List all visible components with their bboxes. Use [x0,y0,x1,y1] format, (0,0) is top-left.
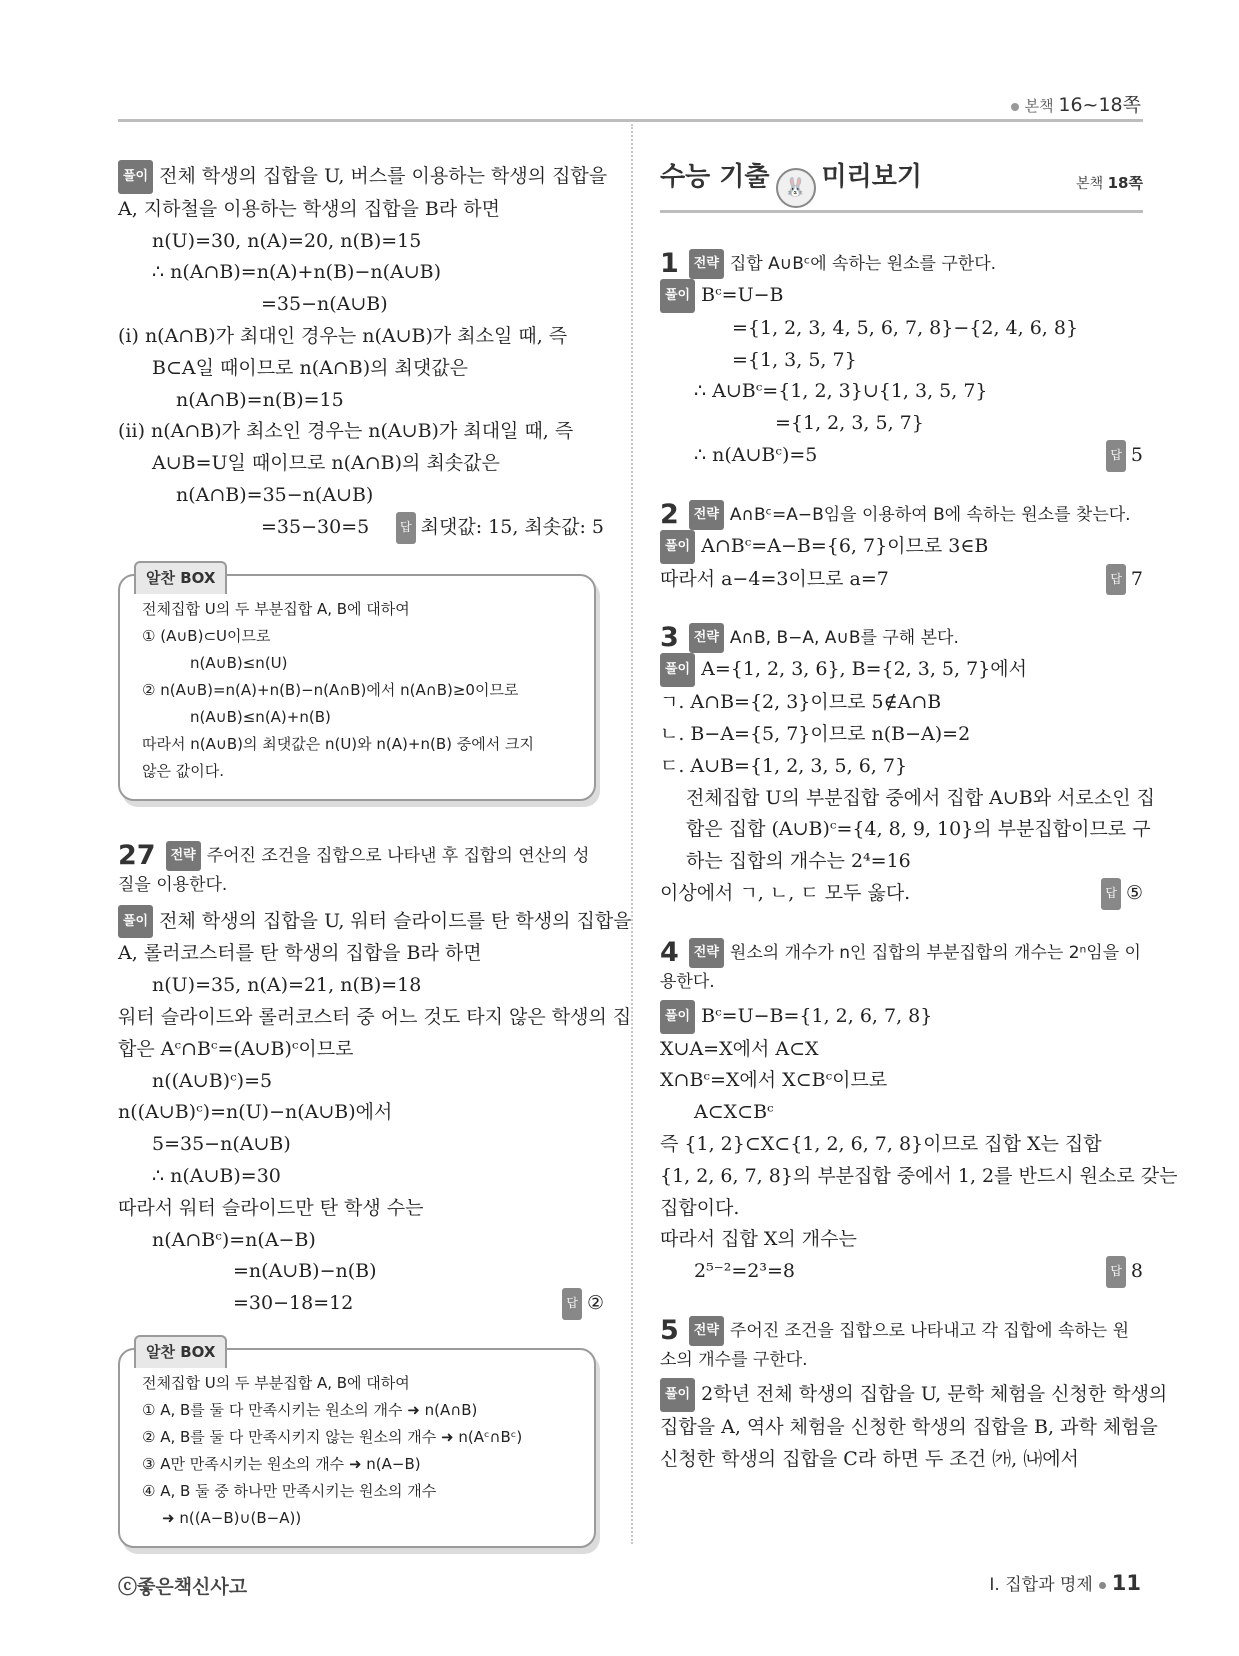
text-line: 이상에서 ㄱ, ㄴ, ㄷ 모두 옳다. 답 ⑤ [660,878,1143,910]
text-line: 합은 Aᶜ∩Bᶜ=(A∪B)ᶜ이므로 [118,1037,354,1060]
strategy-tag: 전략 [689,938,724,968]
text-line: ㄱ. A∩B={2, 3}이므로 5∉A∩B [660,691,942,714]
tip-line: 전체집합 U의 두 부분집합 A, B에 대하여 [142,1373,410,1392]
answer: 답 ② [562,1288,604,1320]
section-title-b: 미리보기 [821,162,922,192]
text-line: A, 지하철을 이용하는 학생의 집합을 B라 하면 [118,197,500,220]
tip-line: 전체집합 U의 두 부분집합 A, B에 대하여 [142,599,410,618]
text-line: 즉 {1, 2}⊂X⊂{1, 2, 6, 7, 8}이므로 집합 X는 집합 [660,1132,1102,1155]
section-title [660,156,1143,213]
answer-label: 답 [562,1288,582,1320]
math-line: 5=35−n(A∪B) [152,1133,291,1156]
text-line: 풀이 A={1, 2, 3, 6}, B={2, 3, 5, 7}에서 [660,653,1143,687]
bullet-icon [1011,103,1019,111]
math-line: X∩Bᶜ=X에서 X⊂Bᶜ이므로 [660,1069,888,1092]
tip-line: ➜ n((A−B)∪(B−A)) [162,1508,302,1527]
math-line: =30−18=12 답 ② [118,1288,604,1320]
tip-line: ② A, B를 둘 다 만족시키지 않는 원소의 개수 ➜ n(Aᶜ∩Bᶜ) [142,1427,523,1446]
text-line: (ⅰ) n(A∩B)가 최대인 경우는 n(A∪B)가 최소일 때, 즉 [118,324,568,347]
problem-3 [660,622,1155,909]
math-line: n((A∪B)ᶜ)=5 [152,1069,273,1092]
section-ref: 본책 18쪽 [1076,174,1143,192]
tip-line: n(A∪B)≤n(A)+n(B) [190,707,331,726]
text-line: A∪B=U일 때이므로 n(A∩B)의 최솟값은 [152,452,500,475]
tip-line: ③ A만 만족시키는 원소의 개수 ➜ n(A−B) [142,1454,421,1473]
math-line: A⊂X⊂Bᶜ [694,1101,774,1124]
solution-tag: 풀이 [660,530,695,564]
text-line: {1, 2, 6, 7, 8}의 부분집합 중에서 1, 2를 반드시 원소로 갖는 [660,1164,1178,1187]
text-line: 전체집합 U의 부분집합 중에서 집합 A∪B와 서로소인 집 [686,786,1155,809]
tip-line: ④ A, B 둘 중 하나만 만족시키는 원소의 개수 [142,1481,437,1500]
math-line: n(U)=35, n(A)=21, n(B)=18 [152,974,422,997]
answer-label: 답 [396,512,416,544]
problem-number: 5 [660,1314,679,1346]
math-line: ∴ A∪Bᶜ={1, 2, 3}∪{1, 3, 5, 7} [694,380,988,403]
math-line: n(A∩B)=n(B)=15 [176,388,344,411]
math-line: X∪A=X에서 A⊂X [660,1037,819,1060]
problem-number: 1 [660,248,679,279]
text-line: (ⅱ) n(A∩B)가 최소인 경우는 n(A∪B)가 최대일 때, 즉 [118,420,574,443]
answer: 답 ⑤ [1101,878,1143,910]
strategy-tag: 전략 [689,623,724,653]
solution-tag: 풀이 [660,653,695,687]
text-line: 풀이 2학년 전체 학생의 집합을 U, 문학 체험을 신청한 학생의 [660,1378,1143,1412]
answer-label: 답 [1106,564,1126,596]
publisher-logo: ⓒ좋은책신사고 [118,1576,248,1598]
solution-tag: 풀이 [118,160,153,194]
tip-line: ① A, B를 둘 다 만족시키는 원소의 개수 ➜ n(A∩B) [142,1400,478,1419]
left-column [118,160,632,1548]
math-line: =35−30=5 답 최댓값: 15, 최솟값: 5 [118,512,604,544]
answer-label: 답 [1106,440,1126,472]
tip-box-title: 알찬 BOX [134,1335,227,1368]
text-line: 풀이 전체 학생의 집합을 U, 워터 슬라이드를 탄 학생의 집합을 [118,905,604,939]
problem-number: 27 [118,839,156,871]
text-line: 하는 집합의 개수는 2⁴=16 [686,850,911,873]
math-line: =35−n(A∪B) [261,293,388,316]
tip-box-1 [118,568,596,801]
text-line: B⊂A일 때이므로 n(A∩B)의 최댓값은 [152,356,468,379]
solution-tag: 풀이 [660,279,695,313]
problem-2 [660,500,1143,596]
answer: 답 5 [1106,440,1143,472]
header-book-label: 본책 [1024,97,1054,115]
problem-strategy: 5 전략 주어진 조건을 집합으로 나타내고 각 집합에 속하는 원소의 개수를 구한다. [660,1314,1130,1370]
tip-box-title: 알찬 BOX [134,561,227,594]
problem-strategy: 3 전략 A∩B, B−A, A∪B를 구해 본다. [660,622,959,654]
tip-line: ② n(A∪B)=n(A)+n(B)−n(A∩B)에서 n(A∩B)≥0이므로 [142,680,519,699]
header-pages: 16~18쪽 [1058,94,1141,116]
solution-tag: 풀이 [118,905,153,939]
math-line: n((A∪B)ᶜ)=n(U)−n(A∪B)에서 [118,1101,393,1124]
math-line: ∴ n(A∪B)=30 [152,1164,281,1187]
problem-27 [118,839,632,1320]
header-rule [118,119,1143,122]
column-divider [631,124,633,1544]
answer-label: 답 [1106,1256,1126,1288]
solution-tag: 풀이 [660,1000,695,1034]
text-line: 집합을 A, 역사 체험을 신청한 학생의 집합을 B, 과학 체험을 [660,1415,1158,1438]
page-footer [989,1570,1141,1595]
tip-box-2 [118,1342,596,1548]
tip-line: n(A∪B)≤n(U) [190,653,288,672]
strategy-tag: 전략 [166,841,201,871]
math-line: ∴ n(A∪Bᶜ)=5 답 5 [660,440,1143,472]
problem-4 [660,936,1178,1288]
text-line: A, 롤러코스터를 탄 학생의 집합을 B라 하면 [118,942,482,965]
text-line: 따라서 워터 슬라이드만 탄 학생 수는 [118,1196,424,1219]
math-line: ∴ n(A∩B)=n(A)+n(B)−n(A∪B) [152,261,442,284]
solution-block-26 [118,160,608,544]
math-line: n(A∩B)=35−n(A∪B) [176,483,374,506]
tip-line: ① (A∪B)⊂U이므로 [142,626,271,645]
strategy-tag: 전략 [689,1316,724,1346]
text-line: 풀이 전체 학생의 집합을 U, 버스를 이용하는 학생의 집합을 [118,160,604,194]
text-line: 풀이 Bᶜ=U−B [660,279,1143,313]
text-line: 따라서 a−4=3이므로 a=7 답 7 [660,564,1143,596]
problem-strategy: 4 전략 원소의 개수가 n인 집합의 부분집합의 개수는 2ⁿ임을 이용한다. [660,936,1141,992]
problem-number: 2 [660,498,679,530]
text-line: 집합이다. [660,1196,740,1219]
math-line: ={1, 2, 3, 5, 7} [775,412,924,435]
math-line: ={1, 3, 5, 7} [732,348,857,371]
problem-number: 4 [660,936,679,968]
section-title-a: 수능 기출 [660,162,770,192]
math-line: n(A∩Bᶜ)=n(A−B) [152,1228,316,1251]
answer: 답 7 [1106,564,1143,596]
answer-label: 답 [1101,878,1121,910]
tip-line: 않은 값이다. [142,761,224,780]
bullet-icon [1099,1582,1106,1589]
math-line: =n(A∪B)−n(B) [233,1260,377,1283]
text-line: 풀이 A∩Bᶜ=A−B={6, 7}이므로 3∈B [660,530,1143,564]
problem-5 [660,1314,1168,1475]
text-line: ㄴ. B−A={5, 7}이므로 n(B−A)=2 [660,722,971,745]
page-header-ref [1011,90,1141,117]
text-line: 신청한 학생의 집합을 C라 하면 두 조건 ㈎, ㈏에서 [660,1447,1079,1470]
strategy-tag: 전략 [689,500,724,530]
problem-number: 3 [660,622,679,654]
rabbit-mascot-icon: 🐰 [776,168,816,208]
text-line: 따라서 집합 X의 개수는 [660,1228,857,1251]
answer: 답 8 [1106,1256,1143,1288]
answer: 답 최댓값: 15, 최솟값: 5 [396,512,604,544]
text-line: 워터 슬라이드와 롤러코스터 중 어느 것도 타지 않은 학생의 집 [118,1005,632,1028]
text-line: 풀이 Bᶜ=U−B={1, 2, 6, 7, 8} [660,1000,1143,1034]
math-line: n(U)=30, n(A)=20, n(B)=15 [152,229,422,252]
page-number: 11 [1111,1571,1141,1595]
right-column [660,156,1178,1475]
problem-strategy: 2 전략 A∩Bᶜ=A−B임을 이용하여 B에 속하는 원소를 찾는다. [660,498,1131,530]
chapter-title: Ⅰ. 집합과 명제 [989,1575,1093,1595]
math-line: ={1, 2, 3, 4, 5, 6, 7, 8}−{2, 4, 6, 8} [732,316,1079,339]
text-line: ㄷ. A∪B={1, 2, 3, 5, 6, 7} [660,754,908,777]
math-line: 2⁵⁻²=2³=8 답 8 [660,1256,1143,1288]
strategy-tag: 전략 [689,249,724,279]
problem-strategy: 1 전략 집합 A∪Bᶜ에 속하는 원소를 구한다. [660,248,997,279]
problem-1 [660,249,1143,472]
text-line: 합은 집합 (A∪B)ᶜ={4, 8, 9, 10}의 부분집합이므로 구 [686,818,1151,841]
problem-strategy: 27 전략 주어진 조건을 집합으로 나타낸 후 집합의 연산의 성질을 이용한다. [118,839,590,895]
solution-tag: 풀이 [660,1378,695,1412]
tip-line: 따라서 n(A∪B)의 최댓값은 n(U)와 n(A)+n(B) 중에서 크지 [142,734,534,753]
